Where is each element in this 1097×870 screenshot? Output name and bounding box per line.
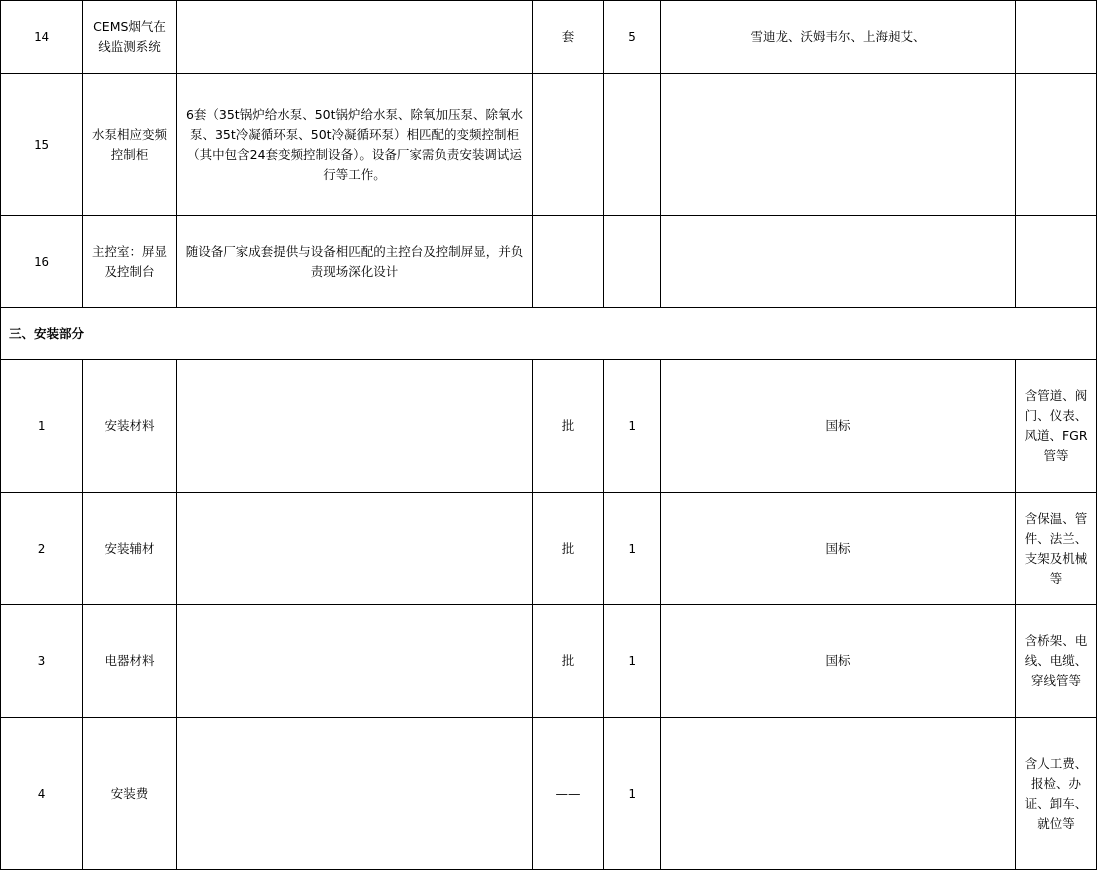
item-spec [177,360,533,493]
item-note: 含人工费、报检、办证、卸车、就位等 [1016,718,1097,870]
item-unit [533,216,604,308]
table-row [1,605,1097,718]
row-number: 4 [1,718,83,870]
item-quantity: 5 [604,1,661,74]
item-brand [661,718,1016,870]
item-spec [177,718,533,870]
item-brand: 雪迪龙、沃姆韦尔、上海昶艾、 [661,1,1016,74]
item-unit [533,74,604,216]
item-spec [177,605,533,718]
row-number: 1 [1,360,83,493]
item-brand: 国标 [661,493,1016,605]
section-title: 三、安装部分 [1,308,1097,360]
item-quantity: 1 [604,360,661,493]
row-number: 3 [1,605,83,718]
item-name: 安装费 [83,718,177,870]
item-quantity [604,74,661,216]
item-spec: 随设备厂家成套提供与设备相匹配的主控台及控制屏显，并负责现场深化设计 [177,216,533,308]
table-row [1,1,1097,74]
table-row [1,718,1097,870]
item-quantity: 1 [604,718,661,870]
item-unit: 套 [533,1,604,74]
item-quantity: 1 [604,605,661,718]
item-note: 含管道、阀门、仪表、风道、FGR管等 [1016,360,1097,493]
item-spec [177,493,533,605]
item-spec: 6套（35t锅炉给水泵、50t锅炉给水泵、除氧加压泵、除氧水泵、35t冷凝循环泵、50t冷凝循环泵）相匹配的变频控制柜（其中包含24套变频控制设备）。设备厂家需负责安装调试运行等工作。 [177,74,533,216]
item-unit: —— [533,718,604,870]
item-unit: 批 [533,493,604,605]
row-number: 2 [1,493,83,605]
item-spec [177,1,533,74]
item-quantity [604,216,661,308]
item-note [1016,74,1097,216]
item-note: 含保温、管件、法兰、支架及机械等 [1016,493,1097,605]
item-brand [661,74,1016,216]
table-row [1,216,1097,308]
table-row [1,493,1097,605]
item-brand [661,216,1016,308]
item-name: 电器材料 [83,605,177,718]
table-row [1,74,1097,216]
item-name: 主控室：屏显及控制台 [83,216,177,308]
item-quantity: 1 [604,493,661,605]
item-brand: 国标 [661,605,1016,718]
item-brand: 国标 [661,360,1016,493]
item-unit: 批 [533,605,604,718]
item-name: 安装材料 [83,360,177,493]
item-note [1016,216,1097,308]
row-number: 14 [1,1,83,74]
item-note [1016,1,1097,74]
item-unit: 批 [533,360,604,493]
table-row [1,360,1097,493]
row-number: 16 [1,216,83,308]
item-name: 安装辅材 [83,493,177,605]
item-name: 水泵相应变频控制柜 [83,74,177,216]
item-name: CEMS烟气在线监测系统 [83,1,177,74]
item-note: 含桥架、电线、电缆、穿线管等 [1016,605,1097,718]
row-number: 15 [1,74,83,216]
section-header-row [1,308,1097,360]
